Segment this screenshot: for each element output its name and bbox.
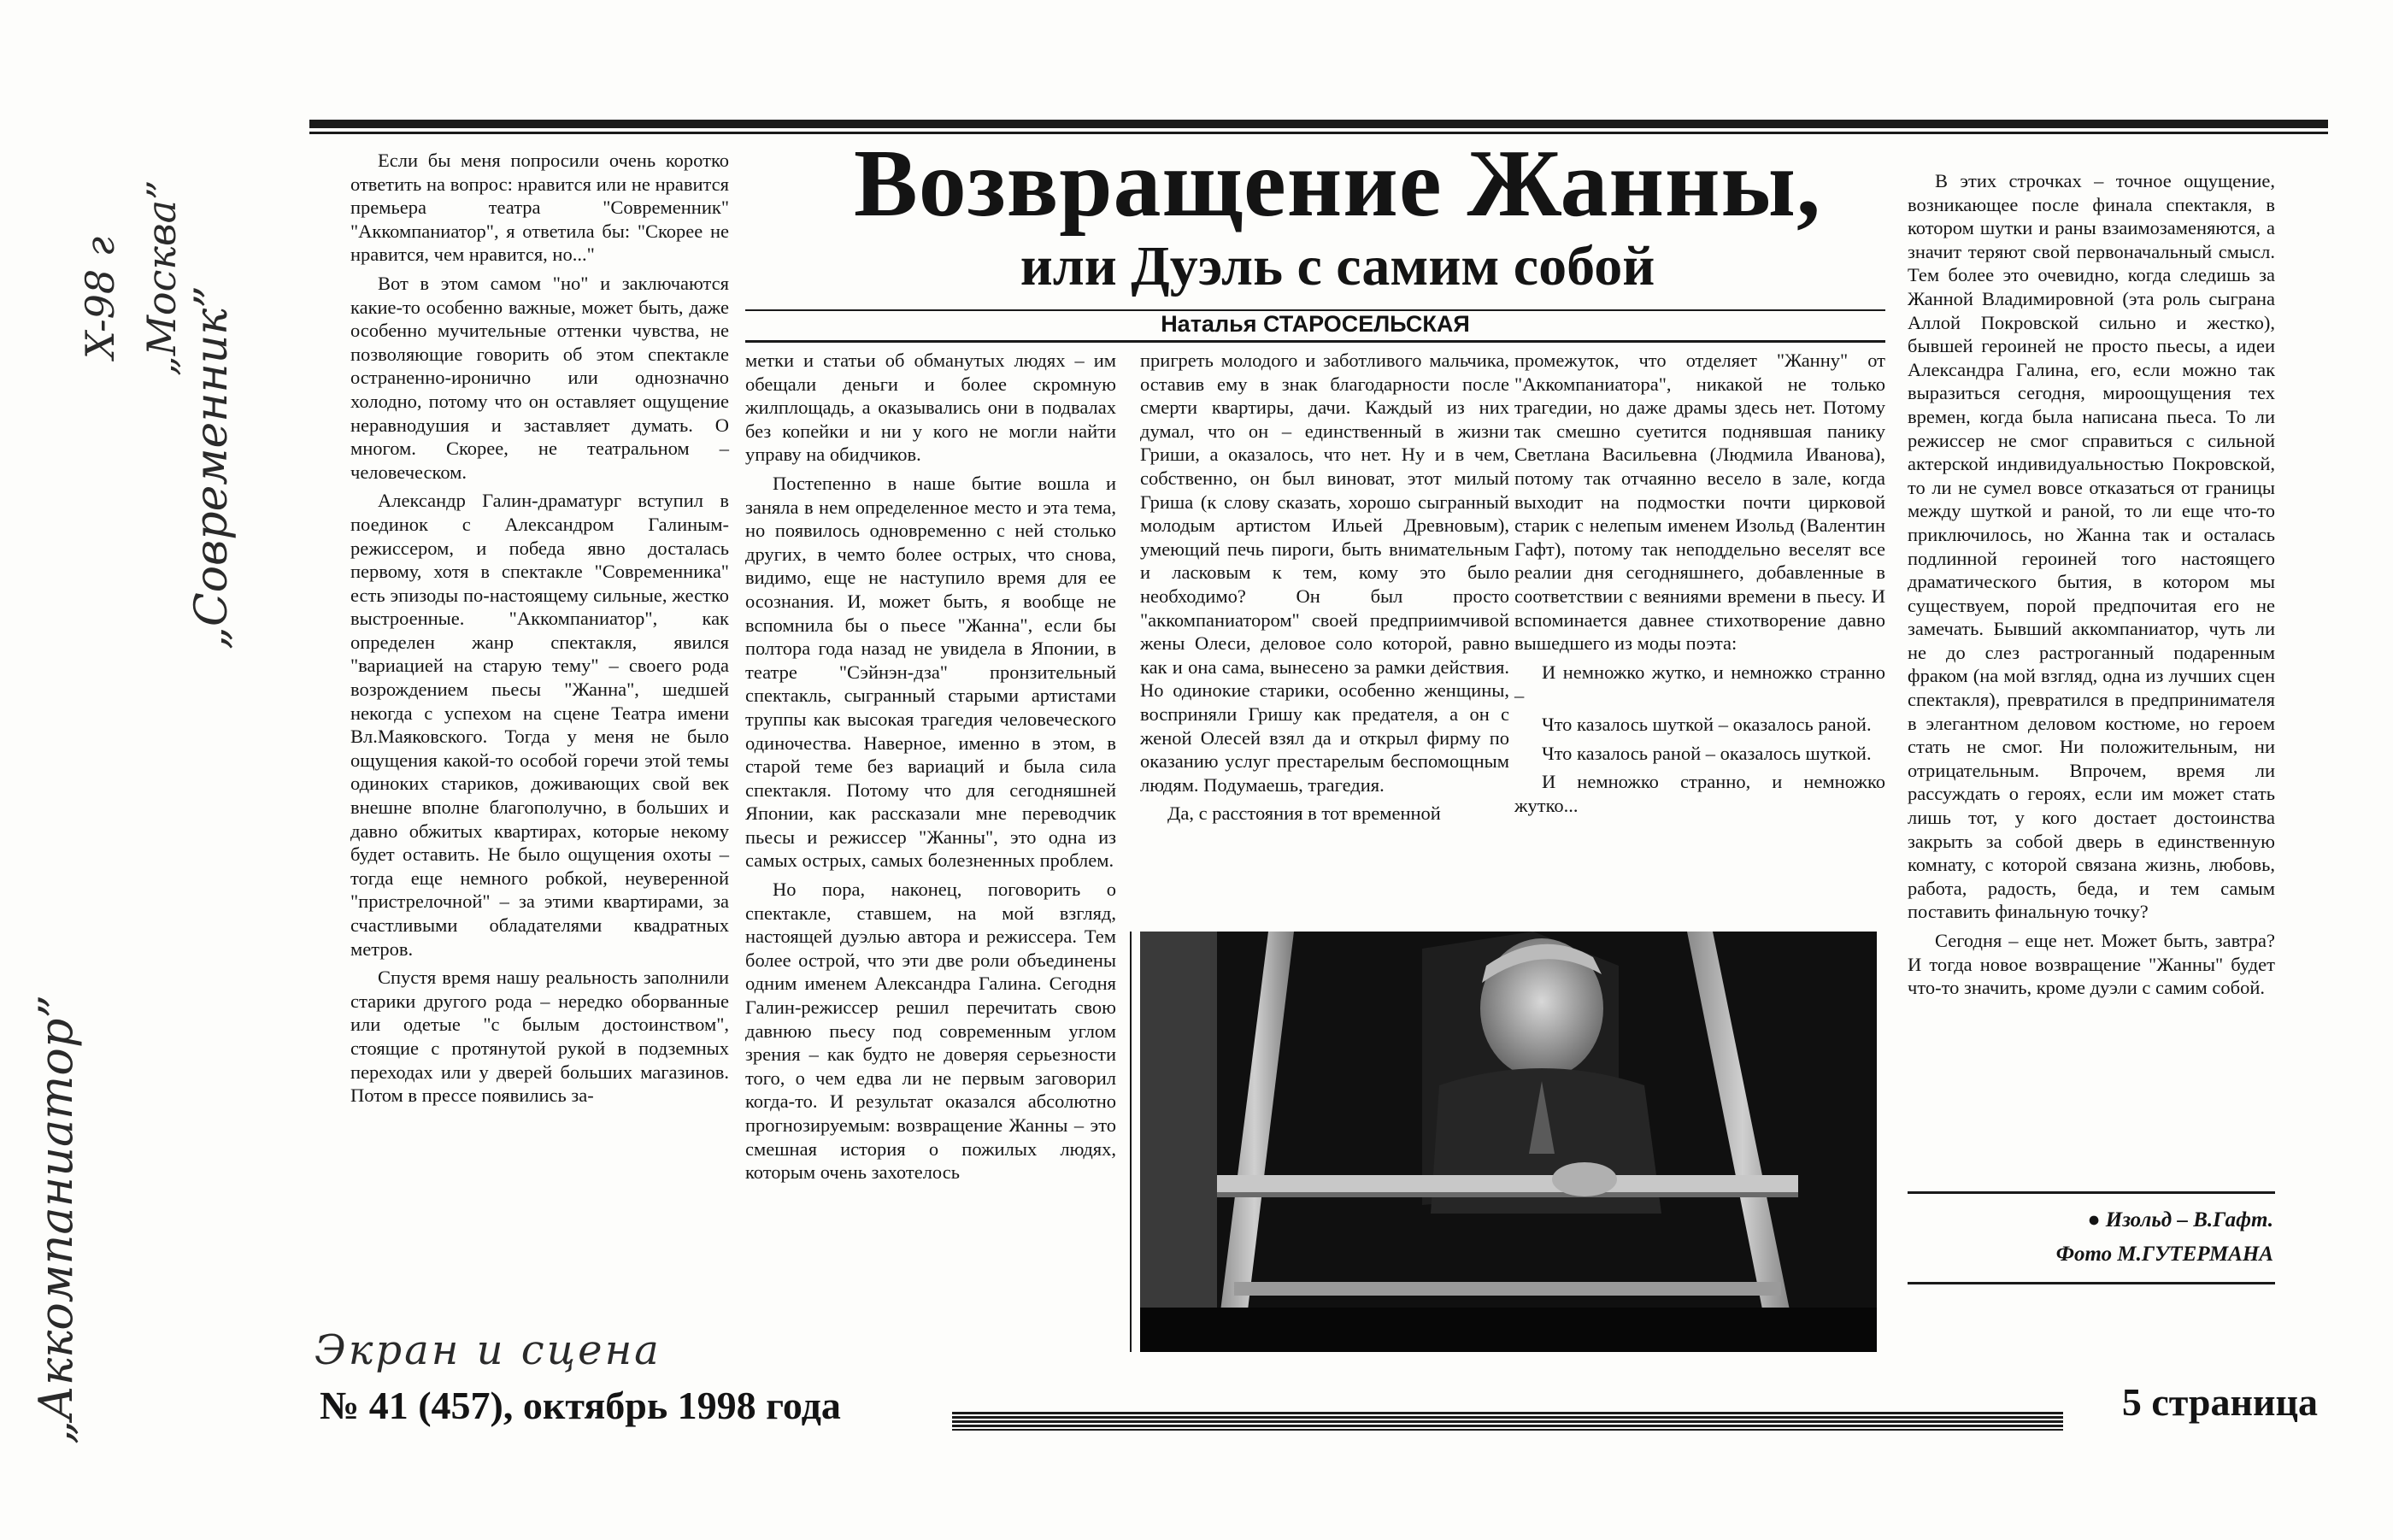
paragraph: Спустя время нашу реальность заполнили старики другого рода – нередко оборванные или одетые "с былым достоинством", стоящие с протянутой рукой в подземных переходах или у дверей больших магазинов. Потом в прессе появились за- xyxy=(350,967,729,1107)
caption-rule-bottom xyxy=(1908,1282,2275,1284)
handwritten-newspaper: Экран и сцена xyxy=(315,1326,661,1374)
article-subtitle: или Дуэль с самим собой xyxy=(1020,235,1655,297)
issue-info: № 41 (457), октябрь 1998 года xyxy=(320,1384,841,1427)
production-photo xyxy=(1140,932,1877,1352)
photo-caption xyxy=(1966,1203,2273,1272)
top-rule-thick xyxy=(309,120,2328,128)
caption-role: ● Изольд – В.Гафт. xyxy=(2087,1208,2273,1231)
paragraph: промежуток, что отделяет "Жанну" от "Аккомпаниатора", никакой не только трагедии, но даже драмы здесь нет. Потому так смешно суетится поднявшая панику Светлана Васильевна (Людмила Иванова), потому так отчаянно весело в зале, когда выходит на подмостки почти цирковой старик с нелепым именем Изольд (Валентин Гафт), потому так неподдельно веселят все реалии дня сегодняшнего, добавленные в соответствии с веяниями времени в пьесу. И вспоминается давнее стихотворение давно вышедшего из моды поэта: xyxy=(1514,350,1885,655)
caption-photographer: Фото М.ГУТЕРМАНА xyxy=(2055,1243,2273,1266)
paragraph: Сегодня – еще нет. Может быть, завтра? И тогда новое возвращение "Жанны" будет что-то значить, кроме дуэли с самим собой. xyxy=(1908,930,2275,999)
poem-line: Что казалось раной – оказалось шуткой. xyxy=(1542,742,1872,764)
poem-line: И немножко странно, и немножко жутко... xyxy=(1514,771,1885,816)
article-column-1 xyxy=(350,149,729,1108)
footer-rule xyxy=(952,1412,2063,1431)
page-number: 5 страница xyxy=(2121,1380,2318,1424)
caption-rule-top xyxy=(1908,1191,2275,1194)
article-column-3 xyxy=(1140,349,1509,826)
handwritten-date: X-98 г xyxy=(77,236,123,359)
handwritten-city: „Москва” xyxy=(138,179,185,376)
photo-divider-vertical xyxy=(1130,932,1132,1352)
paragraph: Постепенно в наше бытие вошла и заняла в нем определенное место и эта тема, но появилось одновременно с ней столько других, в чемто более острых, что снова, видимо, еще не наступило время для ее осознания. И, может быть, я вообще не вспомнила бы о пьесе "Жанна", если бы полтора года назад не увидела в Японии, в театре "Сэйнэн-дза" пронзительный спектакль, сыгранный старыми артистами труппы как высокая трагедия человеческого одиночества. Наверное, именно в этом, в старой теме без вариаций и была сила спектакля. Потому что для сегодняшней Японии, как рассказали мне переводчик пьесы и режиссер "Жанны", это одна из самых острых, самых болезненных проблем. xyxy=(745,472,1116,872)
poem-line: И немножко жутко, и немножко странно – xyxy=(1514,661,1885,707)
byline-rule-bottom xyxy=(745,340,1885,343)
paragraph: пригреть молодого и заботливого мальчика, оставив ему в знак благодарности после смерти квартиры, дачи. Каждый из них думал, что он – единственный в жизни Гриши, а оказалось, что нет. Ну и в чем, собственно, он был виноват, этот милый Гриша (к слову сказать, хорошо сыгранный молодым артистом Ильей Древновым), умеющий печь пироги, быть внимательным и ласковым к тем, кому это было необходимо? Он был просто "аккомпаниатором" своей предприимчивой жены Олеси, деловое соло которой, равно как и она сама, вынесено за рамки действия. Но одинокие старики, особенно женщины, восприняли Гришу как предателя, а он с женой Олесей взял да и открыл фирму по оказанию услуг престарелым беспомощным людям. Подумаешь, трагедия. xyxy=(1140,350,1509,796)
article-title: Возвращение Жанны, xyxy=(854,131,1821,237)
paragraph: Александр Галин-драматург вступил в поединок с Александром Галиным-режиссером, и победа явно досталась первому, хотя в спектакле "Современника" есть эпизоды по-настоящему сильные, жестко выстроенные. "Аккомпаниатор", как определен жанр спектакля, явился "вариацией на старую тему" – своего рода возрождением пьесы "Жанна", шедшей некогда с успехом на сцене Театра имени Вл.Маяковского. Тогда у меня не было ощущения какой-то особой горечи этой темы одиноких стариков, доживающих свой век внешне вполне благополучно, в больших и давно обжитых квартирах, которые некому будет оставить. Не было ощущения охоты – тогда еще немного робкой, неуверенной "пристрелочной" – за этими квартирами, за счастливыми обладателями квадратных метров. xyxy=(350,490,729,960)
handwritten-theatre: „Современник” xyxy=(186,285,238,650)
article-author: Наталья СТАРОСЕЛЬСКАЯ xyxy=(1161,311,1470,337)
paragraph: метки и статьи об обманутых людях – им обещали деньги и более скромную жилплощадь, а оказывались они в подвалах без копейки и ни у кого не могли найти управу на обидчиков. xyxy=(745,350,1116,466)
article-column-2 xyxy=(745,349,1116,1184)
paragraph: Но пора, наконец, поговорить о спектакле, ставшем, на мой взгляд, настоящей дуэлью автора и режиссера. Тем более острой, что эти две роли объединены одним именем Александра Галина. Сегодня Галин-режиссер решил перечитать свою давнюю пьесу под современным углом зрения – как будто не доверяя серьезности того, о чем едва ли не первым заговорил когда-то. И результат оказался абсолютно прогнозируемым: возвращение Жанны – это смешная история о пожилых людях, которым очень захотелось xyxy=(745,879,1116,1184)
handwritten-play-title: „Аккомпаниатор” xyxy=(29,994,83,1444)
photo-graphic xyxy=(1140,932,1877,1352)
paragraph: Если бы меня попросили очень коротко ответить на вопрос: нравится или не нравится премьера театра "Современник" "Аккомпаниатор", я ответила бы: "Скорее не нравится, чем нравится, но..." xyxy=(350,150,729,266)
paragraph: В этих строчках – точное ощущение, возникающее после финала спектакля, в котором шутки и раны взаимозаменяются, а значит теряют свой первоначальный смысл. Тем более это очевидно, когда следишь за Жанной Владимировной (эта роль сыграна Аллой Покровской сильно и жестко), бывшей героиней не просто пьесы, а идеи Александра Галина, его, если можно так выразиться сегодня, мироощущения тех времен, когда была написана пьеса. То ли режиссер не смог справиться с сильной актерской индивидуальностью Покровской, то ли не сумел вовсе отказаться от границы между шуткой и раной, то ли еще что-то приключилось, но Жанна так и осталась подлинной героиней того настоящего драматического бытия, в котором мы существуем, порой предпочитая его не замечать. Бывший аккомпаниатор, чуть ли не до слез растроганный подаренным фраком (на мой взгляд, одна из лучших сцен спектакля), превратился в предпринимателя в элегантном деловом костюме, но героем стать не смог. Ни положительным, ни отрицательным. Впрочем, время ли рассуждать о героях, если им может стать лишь тот, у кого достает достоинства закрыть за собой дверь в единственную комнату, с которой связана жизнь, любовь, работа, радость, беда, и тем самым поставить финальную точку? xyxy=(1908,170,2275,923)
poem-line: Что казалось шуткой – оказалось раной. xyxy=(1542,713,1872,735)
paragraph: Вот в этом самом "но" и заключаются какие-то особенно важные, может быть, даже особенно мучительные оттенки чувства, не позволяющие говорить об этом спектакле остраненно-иронично или однозначно холодно, потому что он оставляет ощущение неравнодушия и заставляет думать. О многом. Скорее, не театральном – человеческом. xyxy=(350,272,729,483)
article-column-4 xyxy=(1514,349,1885,817)
article-column-5 xyxy=(1908,169,2275,1000)
paragraph: Да, с расстояния в тот временной xyxy=(1167,802,1441,825)
